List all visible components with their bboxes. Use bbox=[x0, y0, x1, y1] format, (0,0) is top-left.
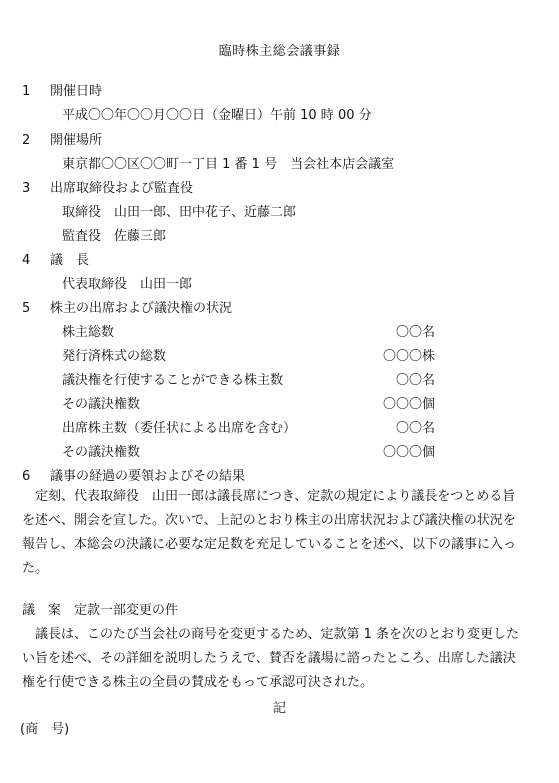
section-3-heading: 出席取締役および監査役 bbox=[50, 181, 194, 196]
shareholder-row-label: 発行済株式の総数 bbox=[62, 349, 167, 364]
section-3-directors: 取締役 山田一郎、田中花子、近藤二郎 bbox=[62, 205, 297, 220]
agenda-paragraph bbox=[22, 623, 527, 695]
section-2-line: 東京都〇〇区〇〇町一丁目 1 番 1 号 当会社本店会議室 bbox=[62, 157, 395, 172]
shareholder-row-label: 議決権を行使することができる株主数 bbox=[62, 373, 284, 388]
section-5-number: 5 bbox=[22, 301, 31, 316]
agenda-text: 議長は、このたび当会社の商号を変更するため、定款第 1 条を次のとおり変更したい旨を述べ、その詳細を説明したうえで、賛否を議場に諮ったところ、出席した議決権を行使できる株主の全員の賛成をもって承認可決された。 bbox=[22, 627, 520, 690]
shareholder-row-value: 〇〇〇株 bbox=[382, 349, 435, 364]
section-1-heading: 開催日時 bbox=[50, 84, 103, 99]
section-3-auditor: 監査役 佐藤三郎 bbox=[62, 229, 167, 244]
trade-name-label: (商 号) bbox=[20, 722, 70, 737]
shareholder-row-value: 〇〇〇個 bbox=[382, 445, 435, 460]
section-6-number: 6 bbox=[22, 469, 31, 484]
document-title: 臨時株主総会議事録 bbox=[218, 44, 341, 59]
section-2-heading: 開催場所 bbox=[50, 133, 103, 148]
section-1-number: 1 bbox=[22, 84, 31, 99]
section-5-heading: 株主の出席および議決権の状況 bbox=[50, 301, 233, 316]
agenda-heading: 議 案 定款一部変更の件 bbox=[22, 603, 179, 618]
shareholder-row-label: 株主総数 bbox=[62, 325, 115, 340]
shareholder-row-value: 〇〇名 bbox=[395, 373, 435, 388]
proceedings-text: 定刻、代表取締役 山田一郎は議長席につき、定款の規定により議長をつとめる旨を述べ、開会を宣した。次いで、上記のとおり株主の出席状況および議決権の状況を報告し、本総会の決議に必要な定足数を充足していることを述べ、以下の議事に入った。 bbox=[22, 489, 517, 576]
section-1-line: 平成〇〇年〇〇月〇〇日（金曜日）午前 10 時 00 分 bbox=[62, 108, 372, 123]
shareholder-row-value: 〇〇〇個 bbox=[382, 397, 435, 412]
section-2-number: 2 bbox=[22, 133, 31, 148]
section-4-number: 4 bbox=[22, 253, 31, 268]
shareholder-row-label: 出席株主数（委任状による出席を含む） bbox=[62, 421, 297, 436]
shareholder-row-value: 〇〇名 bbox=[395, 421, 435, 436]
section-6-heading: 議事の経過の要領およびその結果 bbox=[50, 469, 246, 484]
section-4-line: 代表取締役 山田一郎 bbox=[62, 277, 193, 292]
section-4-heading: 議 長 bbox=[50, 253, 90, 268]
shareholder-row-value: 〇〇名 bbox=[395, 325, 435, 340]
proceedings-paragraph bbox=[22, 485, 527, 581]
shareholder-row-label: その議決権数 bbox=[62, 445, 141, 460]
shareholder-row-label: その議決権数 bbox=[62, 397, 141, 412]
ki-mark: 記 bbox=[272, 701, 286, 716]
section-3-number: 3 bbox=[22, 181, 31, 196]
